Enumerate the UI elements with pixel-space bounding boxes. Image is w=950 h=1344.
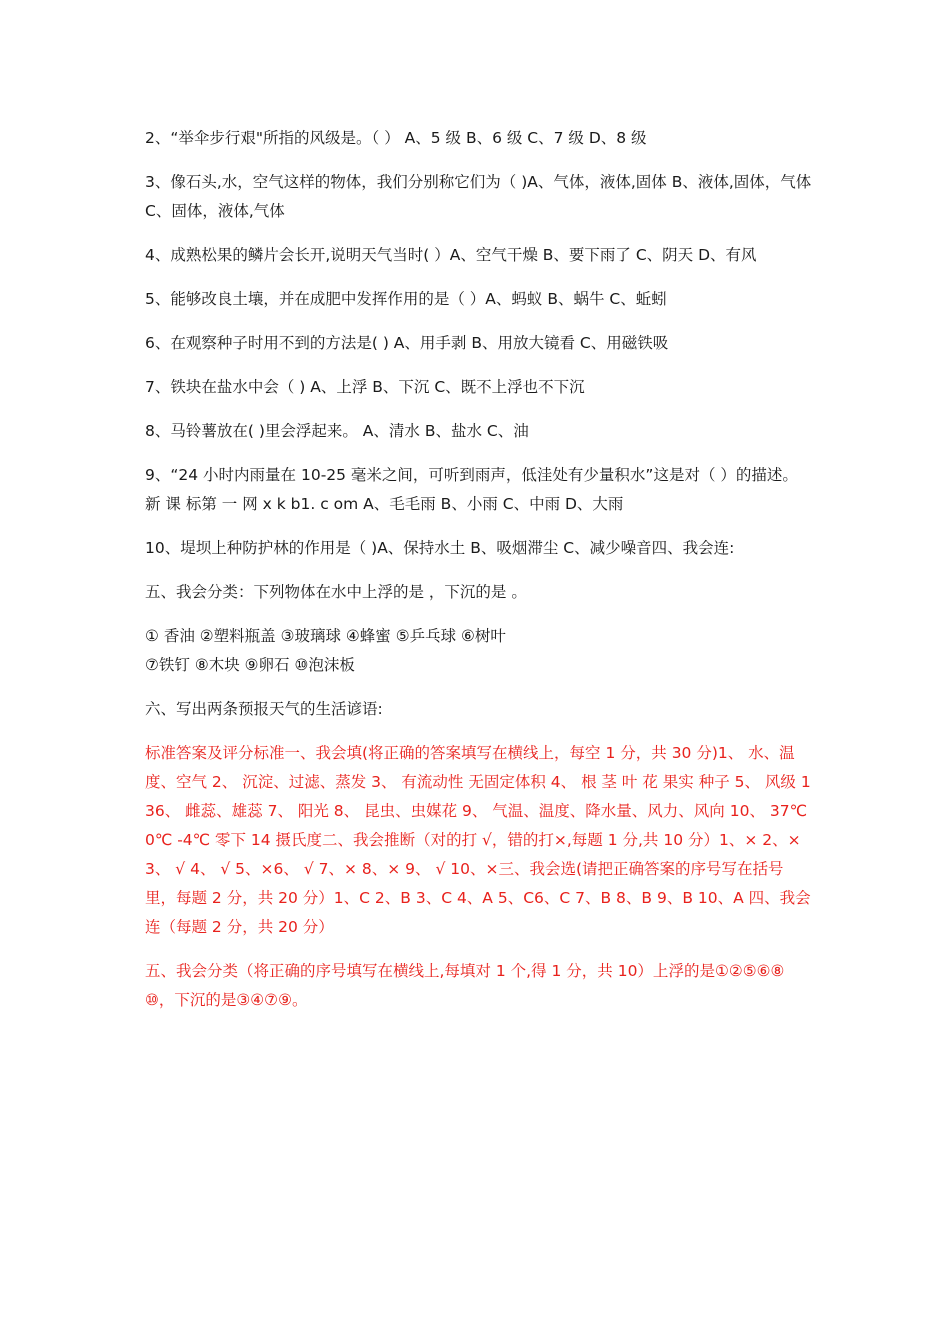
section-6-prompt: 六、写出两条预报天气的生活谚语: xyxy=(145,700,383,718)
answer-key-section-5: 五、我会分类（将正确的序号填写在横线上,每填对 1 个,得 1 分，共 10）上浮的是①②⑤⑥⑧⑩，下沉的是③④⑦⑨。 xyxy=(145,962,785,1009)
answer-key-block: 标准答案及评分标准一、我会填(将正确的答案填写在横线上，每空 1 分，共 30 分)1、 水、温度、空气 2、 沉淀、过滤、蒸发 3、 有流动性 无固定体积 4、 根 茎 叶 花 果实 种子 5、 风级 136、 雌蕊、雄蕊 7、 阳光 8、 昆虫、虫媒花 9、 气温、温度、降水量、风力、风向 10、 37℃ 0℃ -4℃ 零下 14 摄氏度二、我会推断（对的打 √，错的打×,每题 1 分,共 10 分）1、× 2、× 3、 √ 4、 √ 5、×6、 √ 7、× 8、× 9、 √ 10、×三、我会选(请把正确答案的序号写在括号里，每题 2 分，共 20 分）1、C 2、B 3、C 4、A 5、C6、C 7、B 8、B 9、B 10、A 四、我会连（每题 2 分，共 20 分） xyxy=(145,744,811,936)
question-9: 9、“24 小时内雨量在 10-25 毫米之间，可听到雨声，低洼处有少量积水”这是对（ ）的描述。新 课 标第 一 网 x k b1. c om A、毛毛雨 B、小雨 C、中雨 D、大雨 xyxy=(145,466,798,513)
question-10: 10、堤坝上种防护林的作用是（ )A、保持水土 B、吸烟滞尘 C、减少噪音四、我会连: xyxy=(145,539,735,557)
document-content xyxy=(145,124,813,1030)
question-5: 5、能够改良土壤，并在成肥中发挥作用的是（ ）A、蚂蚁 B、蜗牛 C、蚯蚓 xyxy=(145,290,667,308)
question-4: 4、成熟松果的鳞片会长开,说明天气当时( ）A、空气干燥 B、要下雨了 C、阴天 D、有风 xyxy=(145,246,757,264)
question-7: 7、铁块在盐水中会（ ) A、上浮 B、下沉 C、既不上浮也不下沉 xyxy=(145,378,585,396)
question-8: 8、马铃薯放在( )里会浮起来。 A、清水 B、盐水 C、油 xyxy=(145,422,529,440)
question-6: 6、在观察种子时用不到的方法是( ) A、用手剥 B、用放大镜看 C、用磁铁吸 xyxy=(145,334,669,352)
section-5-items-line-1: ① 香油 ②塑料瓶盖 ③玻璃球 ④蜂蜜 ⑤乒乓球 ⑥树叶 xyxy=(145,627,506,645)
question-3: 3、像石头,水，空气这样的物体，我们分别称它们为（ )A、气体，液体,固体 B、液体,固体，气体 C、固体，液体,气体 xyxy=(145,173,812,220)
question-2: 2、“举伞步行艰"所指的风级是。（ ） A、5 级 B、6 级 C、7 级 D、8 级 xyxy=(145,129,647,147)
section-5-prompt: 五、我会分类：下列物体在水中上浮的是 ，下沉的是 。 xyxy=(145,583,527,601)
section-5-items-line-2: ⑦铁钉 ⑧木块 ⑨卵石 ⑩泡沫板 xyxy=(145,656,355,674)
